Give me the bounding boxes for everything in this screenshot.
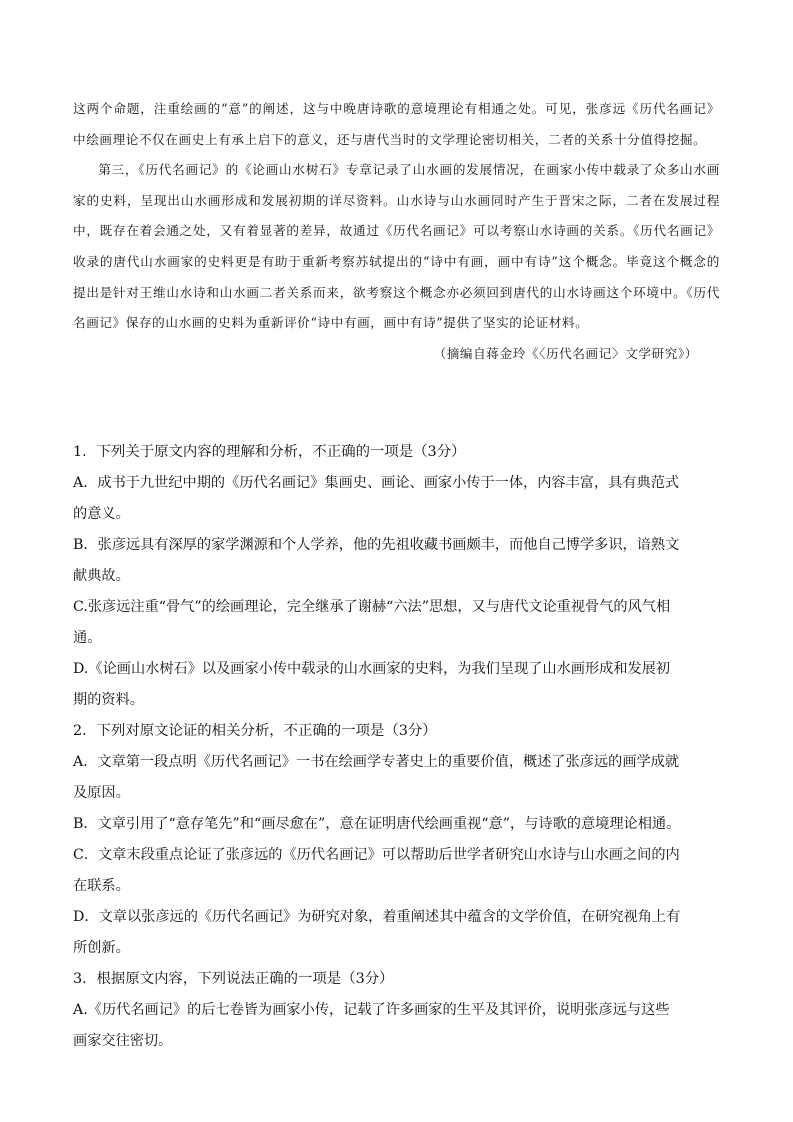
questions [73,437,683,1057]
question-2-option-d: D．文章以张彦远的《历代名画记》为研究对象，着重阐述其中蕴含的文学价值，在研究视角上有所创新。 [73,909,681,956]
passage-paragraph-2: 第三，《历代名画记》的《论画山水树石》专章记录了山水画的发展情况，在画家小传中载录了众多山水画家的史料，呈现出山水画形成和发展初期的详尽资料。山水诗与山水画同时产生于晋宋之际，二者在发展过程中，既存在着会通之处，又有着显著的差异，故通过《历代名画记》可以考察山水诗画的关系。《历代名画记》收录的唐代山水画家的史料更是有助于重新考察苏轼提出的“诗中有画，画中有诗”这个概念。毕竟这个概念的提出是针对王维山水诗和山水画二者关系而来，欲考察这个概念亦必须回到唐代的山水诗画这个环境中。《历代名画记》保存的山水画的史料为重新评价“诗中有画，画中有诗”提供了坚实的论证材料。 [73,162,720,331]
question-1-option-d: D.《论画山水树石》以及画家小传中载录的山水画家的史料，为我们呈现了山水画形成和发展初期的资料。 [73,661,671,708]
question-1-option-a: A．成书于九世纪中期的《历代名画记》集画史、画论、画家小传于一体，内容丰富，具有典范式的意义。 [73,475,680,522]
question-1-title: 1．下列关于原文内容的理解和分析，不正确的一项是（3分） [73,444,466,460]
question-3-option-a: A.《历代名画记》的后七卷皆为画家小传，记载了许多画家的生平及其评价，说明张彦远与这些画家交往密切。 [73,1002,670,1049]
passage-paragraph-1: 这两个命题，注重绘画的“意”的阐述，这与中晚唐诗歌的意境理论有相通之处。可见，张彦远《历代名画记》中绘画理论不仅在画史上有承上启下的意义，还与唐代当时的文学理论密切相关，二者的关系十分值得挖掘。 [73,101,720,147]
question-2-option-a: A．文章第一段点明《历代名画记》一书在绘画学专著史上的重要价值，概述了张彦远的画学成就及原因。 [73,754,680,801]
question-2-option-b: B．文章引用了“意存笔先”和“画尽愈在”，意在证明唐代绘画重视“意”，与诗歌的意境理论相通。 [73,816,681,832]
question-2-option-c: C．文章末段重点论证了张彦远的《历代名画记》可以帮助后世学者研究山水诗与山水画之间的内在联系。 [73,847,680,894]
question-1-option-c: C.张彦远注重“骨气”的绘画理论，完全继承了谢赫“六法”思想，又与唐代文论重视骨气的风气相通。 [73,599,671,646]
passage [73,94,720,369]
passage-source: （摘编自蒋金玲《〈历代名画记〉文学研究》） [433,345,698,361]
question-2-title: 2．下列对原文论证的相关分析，不正确的一项是（3分） [73,723,437,739]
question-1-option-b: B．张彦远具有深厚的家学渊源和个人学养，他的先祖收藏书画颇丰，而他自己博学多识，谙熟文献典故。 [73,537,680,584]
question-3-title: 3．根据原文内容，下列说法正确的一项是（3分） [73,971,394,987]
